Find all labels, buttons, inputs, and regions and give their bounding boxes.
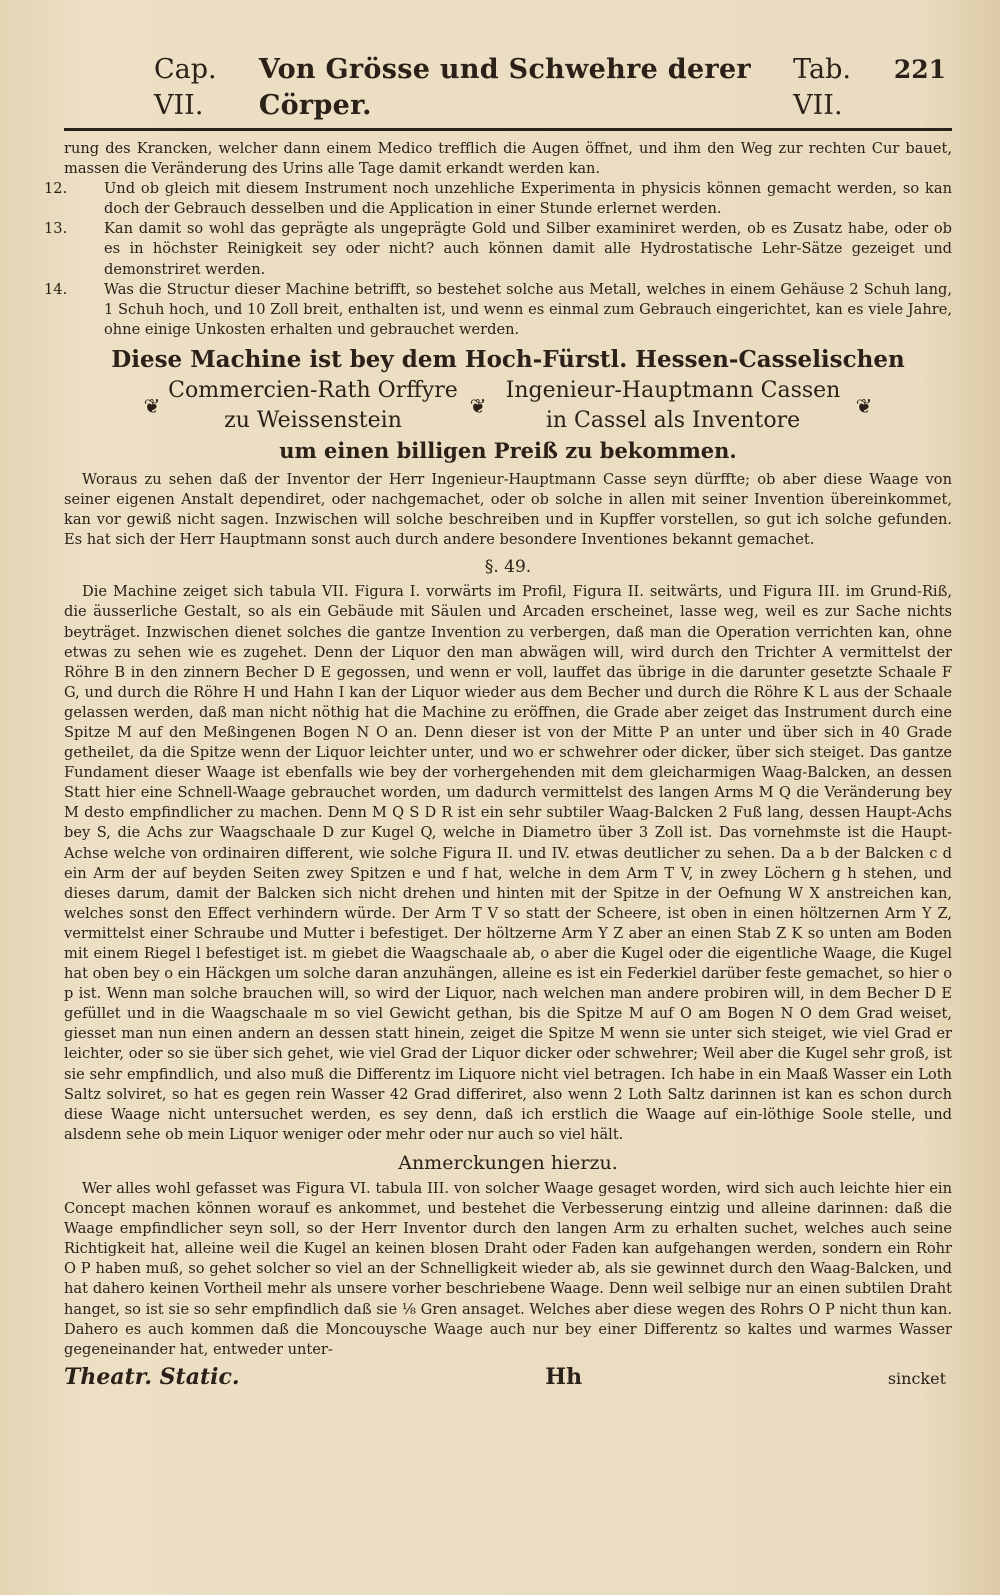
item-text: Kan damit so wohl das geprägte als ungeprägte Gold und Silber examiniret werden, ob es Zusatz habe, oder ob es in höchster Reinigkeit sey oder nicht? auch können damit alle Hydrostatische Lehr-Sätze gezeiget und demonstriret werden.: [104, 220, 952, 278]
item-text: Und ob gleich mit diesem Instrument noch unzehliche Experimenta in physicis können gemacht werden, so kan doch der Gebrauch desselben und die Application in einer Stunde erlernet werden.: [104, 180, 952, 218]
ornament-right-icon: ❦: [855, 393, 873, 418]
machine-notice: [64, 344, 952, 466]
item-number: 13.: [44, 220, 68, 238]
catchword: sincket: [887, 1368, 946, 1388]
inventor-paragraph: Woraus zu sehen daß der Inventor der Herr Ingenieur-Hauptmann Casse seyn dürffte; ob aber diese Waage von seiner eigenen Anstalt dependiret, oder nachgemachet, oder ob solche in allen mit seiner Invention übereinkommet, kan vor gewiß nicht sagen. Inzwischen will solche beschreiben und in Kupffer vorstellen, so gut ich solche gefunden. Es hat sich der Herr Hauptmann sonst auch durch andere besondere Inventiones bekannt gemachet.: [64, 470, 952, 549]
footer-book-title: Theatr. Static.: [64, 1363, 240, 1390]
item-number: 14.: [44, 280, 68, 298]
list-item-12: [44, 179, 952, 219]
section-heading: §. 49.: [484, 557, 532, 578]
section-paragraph: Die Machine zeiget sich tabula VII. Figura I. vorwärts im Profil, Figura II. seitwärts, und Figura III. im Grund-Riß, die äusserliche Gestalt, so als ein Gebäude mit Säulen und Arcaden erscheinet, lasse weg, weil es zur Sache nichts beyträget. Inzwischen dienet solches die gantze Invention zu verbergen, daß man die Operation verrichten kan, ohne etwas zu sehen wie es zugehet. Denn der Liquor den man abwägen will, wird durch den Trichter A vermittelst der Röhre B in den zinnern Becher D E gegossen, und wenn er voll, lauffet das übrige in die darunter gesetzte Schaale F G, und durch die Röhre H und Hahn I kan der Liquor wieder aus dem Becher und durch die Röhre K L aus der Schaale gelassen werden, daß man nicht nöthig hat die Machine zu eröffnen, die Grade aber zeiget das Instrument durch eine Spitze M auf den Meßingenen Bogen N O an. Denn dieser ist von der Mitte P an unter und über sich in 40 Grade getheilet, da die Spitze wenn der Liquor leichter unter, und wo er schwehrer oder dicker, über sich steiget. Das gantze Fundament dieser Waage ist ebenfalls wie bey der vorhergehenden mit dem gleicharmigen Waag-Balcken, an dessen Statt hier eine Schnell-Waage gebrauchet worden, um dadurch vermittelst des langen Arms M Q die Veränderung bey M desto empfindlicher zu machen. Denn M Q S D R ist ein sehr subtiler Waag-Balcken 2 Fuß lang, dessen Haupt-Achs bey S, die Achs zur Waagschaale D zur Kugel Q, welche in Diametro über 3 Zoll ist. Das vornehmste ist die Haupt-Achse welche von ordinairen different, wie solche Figura II. und IV. etwas deutlicher zu sehen. Da a b der Balcken c d ein Arm der auf beyden Seiten zwey Spitzen e und f hat, welche in dem Arm T V, in zwey Löchern g h stehen, und dieses darum, damit der Balcken sich nicht drehen und hinten mit der Spitze in der Oefnung W X anstreichen kan, welches sonst den Effect verhindern würde. Der Arm T V so statt der Scheere, ist oben in einen höltzernen Arm Y Z, vermittelst einer Schraube und Mutter i befestiget. Der höltzerne Arm Y Z aber an einen Stab Z K so unten am Boden mit einem Riegel l befestiget ist. m giebet die Waagschaale ab, o aber die Kugel oder die eigentliche Waage, die Kugel hat oben bey o ein Häckgen um solche daran anzuhängen, alleine es ist ein Federkiel darüber feste gemachet, so hier o p ist. Wenn man solche brauchen will, so wird der Liquor, nach welchen man andere probiren will, in dem Becher D E gefüllet und in die Waagschaale m so viel Gewicht gethan, bis die Spitze M auf O am Bogen N O dem Grad weiset, giesset man nun einen andern an dessen statt hinein, zeiget die Spitze M wenn sie unter sich steiget, wie viel Grad er leichter, oder so sie über sich gehet, wie viel Grad der Liquor dicker oder schwehrer; Weil aber die Kugel sehr groß, ist sie sehr empfindlich, und also muß die Differentz im Liquore nicht viel betragen. Ich habe in ein Maaß Wasser ein Loth Saltz solviret, so hat es gegen rein Wasser 42 Grad differiret, also wenn 2 Loth Saltz darinnen ist kan es schon durch diese Waage nicht untersuchet werden, es sey denn, daß ich erstlich die Waage auf ein-löthige Soole stelle, und alsdenn sehe ob mein Liquor weniger oder mehr oder nur auch so viel hält.: [64, 583, 952, 1143]
item-text: Was die Structur dieser Machine betrifft, so bestehet solche aus Metall, welches in einem Gehäuse 2 Schuh lang, 1 Schuh hoch, und 10 Zoll breit, enthalten ist, und wenn es einmal zum Gebrauch eingerichtet, kan es viele Jahre, ohne einige Unkosten erhalten und gebrauchet werden.: [104, 280, 952, 338]
body-text: [44, 139, 952, 1360]
notice-left-bottom: zu Weissenstein: [224, 407, 402, 433]
header-rule: [64, 128, 952, 131]
chapter-title: Von Grösse und Schwehre derer Cörper.: [258, 54, 751, 121]
notes-heading: Anmerckungen hierzu.: [398, 1151, 618, 1174]
chapter-label: Cap. VII.: [154, 54, 217, 121]
notice-line-1: Diese Machine ist bey dem Hoch-Fürstl. Hessen-Casselischen: [111, 345, 905, 373]
list-item-14: [44, 280, 952, 340]
page-number: 221: [893, 55, 946, 84]
notes-paragraph: Wer alles wohl gefasset was Figura VI. tabula III. von solcher Waage gesaget worden, wird sich auch leichte hier ein Concept machen können worauf es ankommet, und bestehet die Verbesserung eintzig und alleine darinnen: daß die Waage empfindlicher seyn soll, so der Herr Inventor durch den langen Arm zu erhalten suchet, welches auch seine Richtigkeit hat, alleine weil die Kugel an keinen blosen Draht oder Faden kan aufgehangen werden, sondern ein Rohr O P haben muß, so gehet solcher so viel an der Schnelligkeit wieder ab, als sie gewinnet durch den Waag-Balcken, und hat dahero keinen Vortheil mehr als unsere vorher beschriebene Waage. Denn weil selbige nur an einen subtilen Draht hanget, so ist sie so sehr empfindlich daß sie ⅛ Gren ansaget. Welches aber diese wegen des Rohrs O P nicht thun kan. Dahero es auch kommen daß die Moncouysche Waage auch nur bey einer Differentz so kaltes und warmes Wasser gegeneinander hat, entweder unter-: [64, 1179, 952, 1358]
list-item-13: [44, 219, 952, 279]
table-label: Tab. VII.: [793, 54, 852, 121]
notice-line-4: um einen billigen Preiß zu bekommen.: [279, 437, 737, 463]
notice-right-bottom: in Cassel als Inventore: [545, 407, 801, 433]
ornament-middle-icon: ❦: [469, 393, 487, 418]
notice-right-top: Ingenieur-Hauptmann Cassen: [505, 377, 841, 403]
page-footer: [64, 1364, 952, 1390]
signature-mark: Hh: [545, 1363, 583, 1390]
intro-paragraph: rung des Krancken, welcher dann einem Medico trefflich die Augen öffnet, und ihm den Weg zur rechten Cur bauet, massen die Veränderung des Urins alle Tage damit erkandt werden kan.: [64, 140, 952, 178]
notice-left-top: Commercien-Rath Orffyre: [168, 377, 458, 403]
running-header: [64, 52, 952, 124]
ornament-left-icon: ❦: [143, 393, 161, 418]
item-number: 12.: [44, 180, 68, 198]
notice-grid: [64, 376, 952, 436]
